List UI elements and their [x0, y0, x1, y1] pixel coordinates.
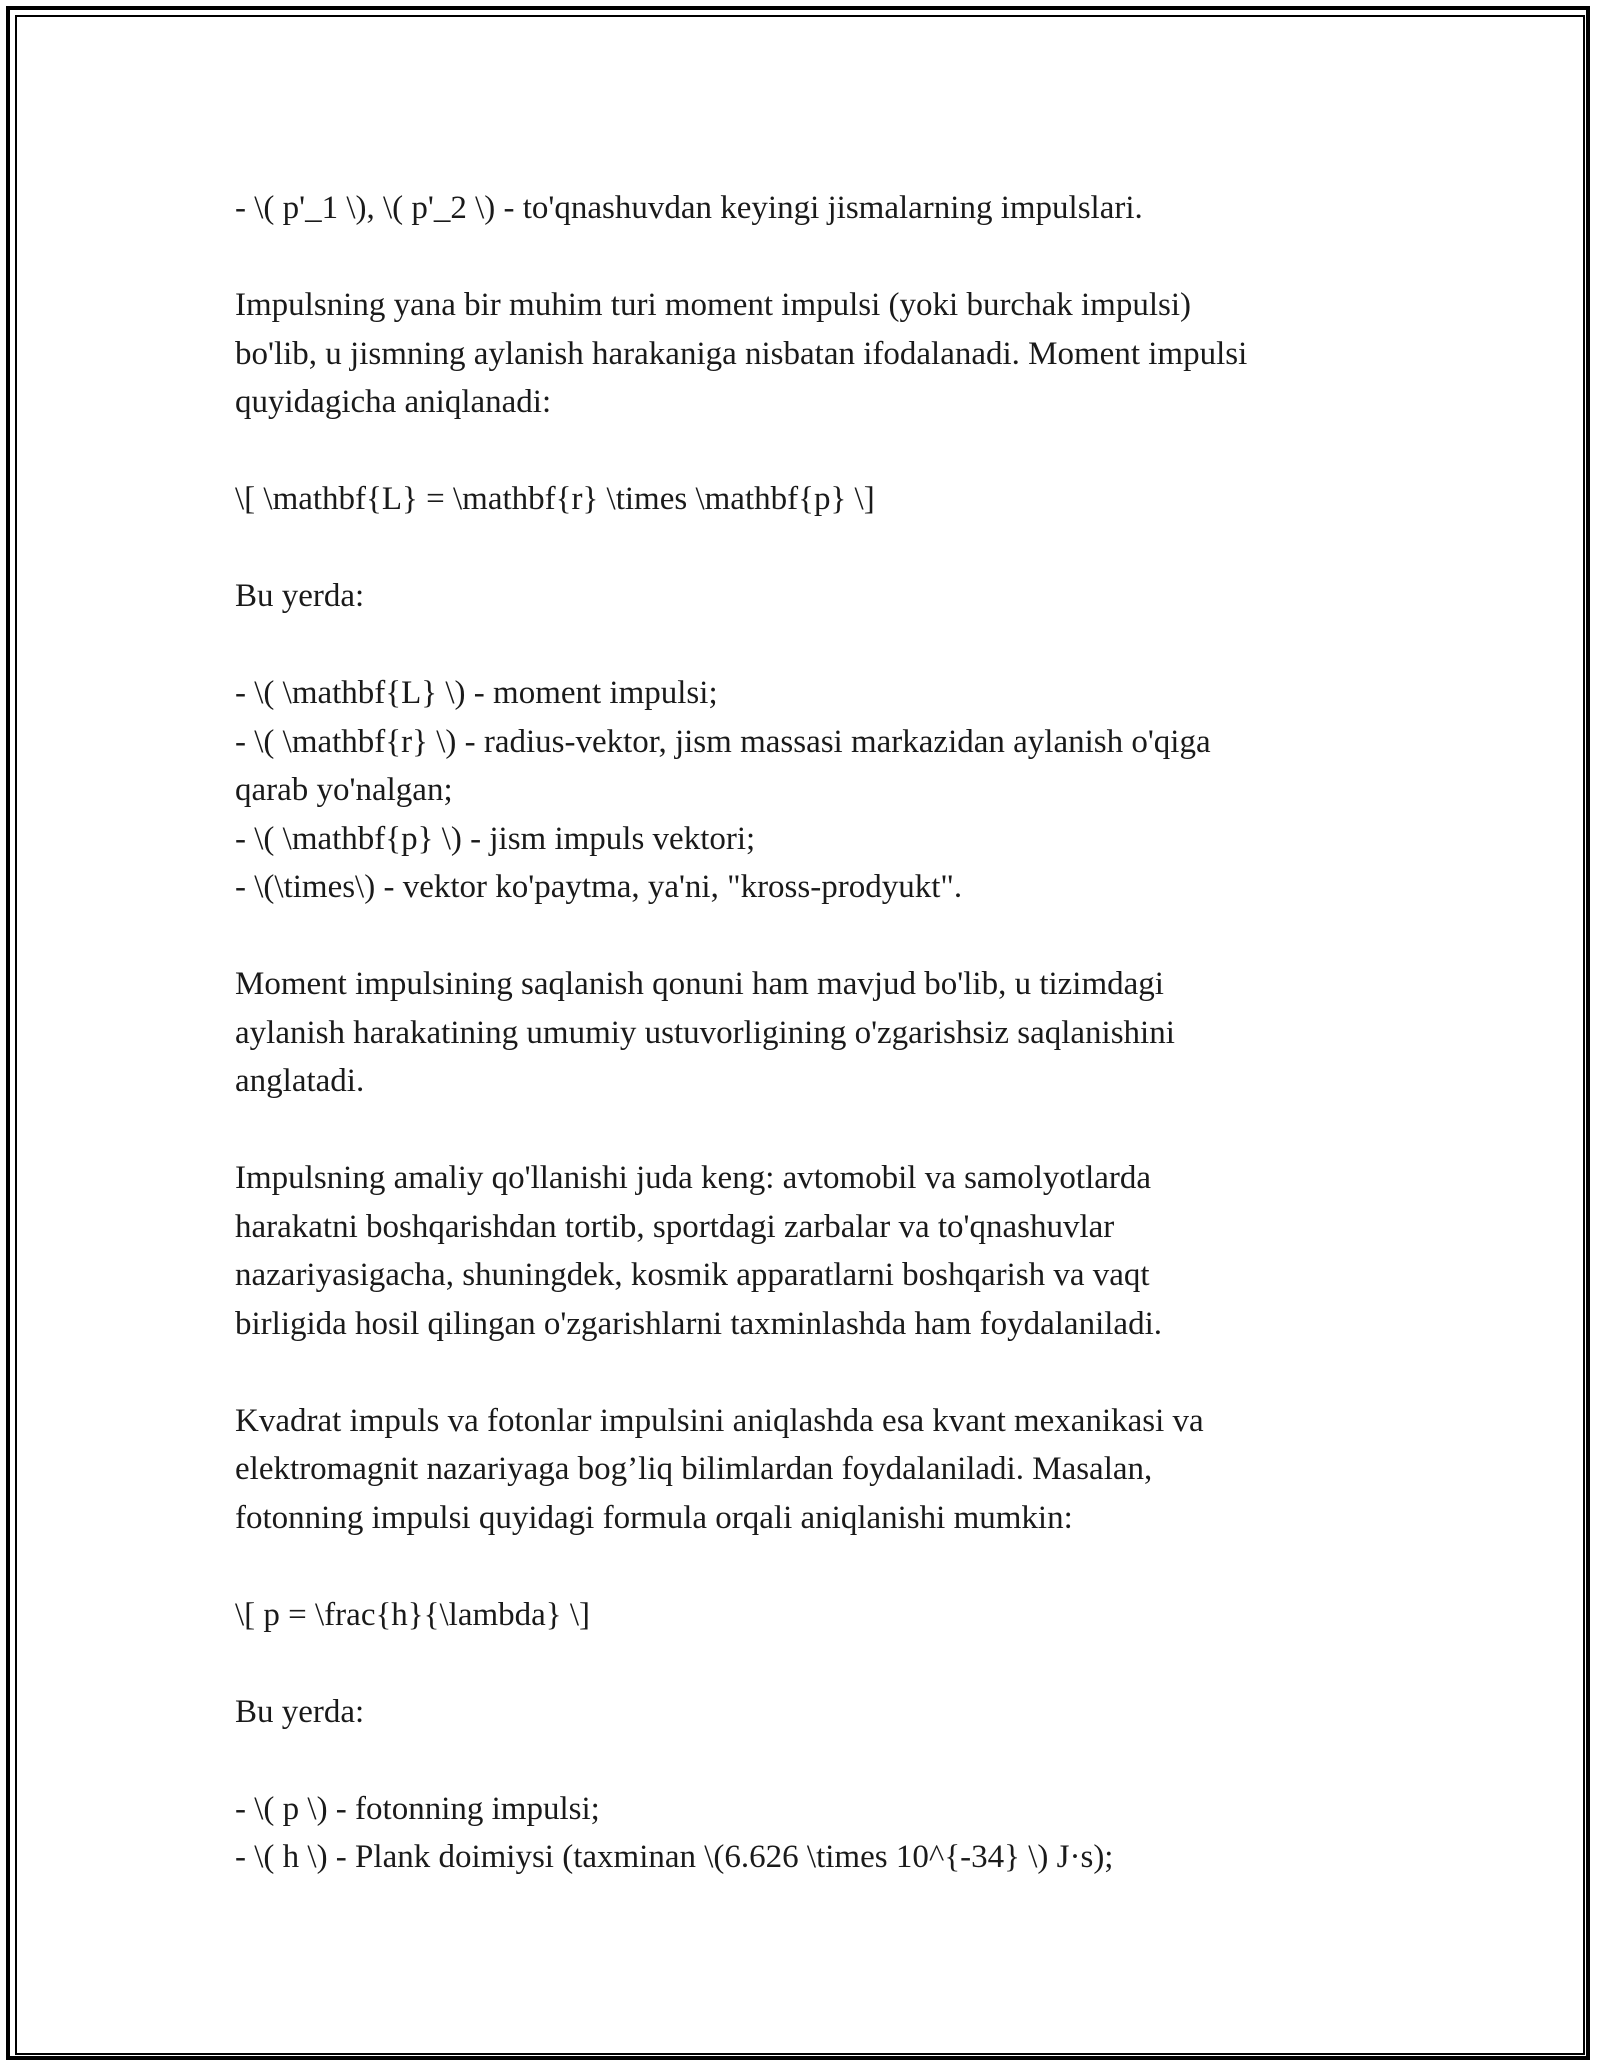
list-photon-momentum-terms: - \( p \) - fotonning impulsi; - \( h \) - Plank doimiysi (taxminan \(6.626 \times 10^{-34} \) J·s); — [235, 1790, 1114, 1875]
list-angular-momentum-terms: - \( \mathbf{L} \) - moment impulsi; - \( \mathbf{r} \) - radius-vektor, jism massasi markazidan aylanish o'qiga qarab yo'nalgan; - \( \mathbf{p} \) - jism impuls vektori; - \(\times\) - vektor ko'paytma, ya'ni, "kross-prodyukt". — [235, 675, 1211, 905]
formula-photon-momentum: \[ p = \frac{h}{\lambda} \] — [235, 1596, 591, 1633]
paragraph-where-label: Bu yerda: — [235, 578, 365, 614]
paragraph-conservation-law: Moment impulsining saqlanish qonuni ham mavjud bo'lib, u tizimdagi aylanish harakatining umumiy ustuvorligining o'zgarishsiz saqlanishini anglatadi. — [235, 966, 1175, 1099]
formula-angular-momentum: \[ \mathbf{L} = \mathbf{r} \times \mathbf{p} \] — [235, 481, 875, 517]
document-body — [235, 184, 1375, 1882]
paragraph-where-label-2: Bu yerda: — [235, 1693, 365, 1730]
paragraph-momentum-after-collision: - \( p'_1 \), \( p'_2 \) - to'qnashuvdan keyingi jismalarning impulslari. — [235, 190, 1143, 226]
paragraph-angular-momentum-intro: Impulsning yana bir muhim turi moment impulsi (yoki burchak impulsi) bo'lib, u jismning aylanish harakaniga nisbatan ifodalanadi. Moment impulsi quyidagicha aniqlanadi: — [235, 287, 1248, 420]
paragraph-practical-applications: Impulsning amaliy qo'llanishi juda keng: avtomobil va samolyotlarda harakatni boshqarishdan tortib, sportdagi zarbalar va to'qnashuvlar nazariyasigacha, shuningdek, kosmik apparatlarni boshqarish va vaqt birligida hosil qilingan o'zgarishlarni taxminlashda ham foydalaniladi. — [235, 1160, 1162, 1342]
paragraph-photon-momentum-intro: Kvadrat impuls va fotonlar impulsini aniqlashda esa kvant mexanikasi va elektromagnit nazariyaga bog’liq bilimlardan foydalaniladi. Masalan, fotonning impulsi quyidagi formula orqali aniqlanishi mumkin: — [235, 1402, 1204, 1536]
